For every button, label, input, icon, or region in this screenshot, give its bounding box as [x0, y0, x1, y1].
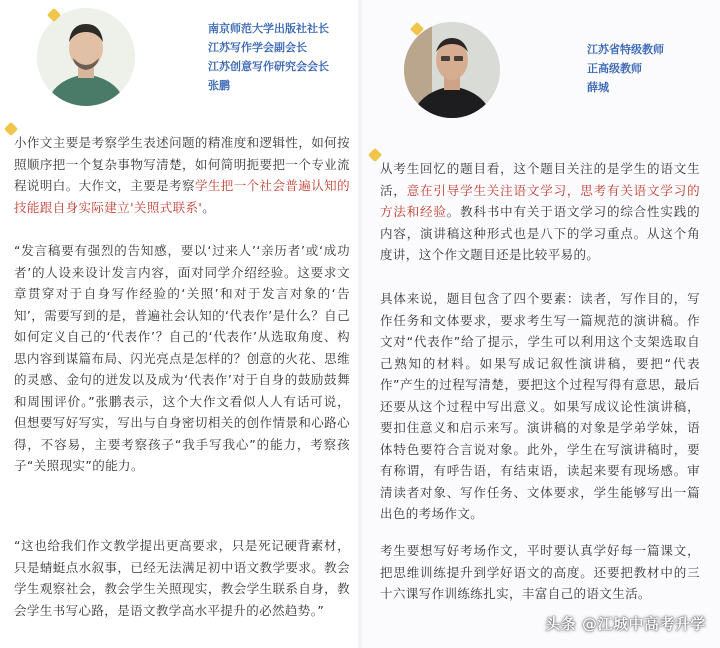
author-title: 南京师范大学出版社社长: [208, 22, 329, 35]
highlight-text: 学生把一个社会普遍认知的技能跟自身实际建立'关照式联系': [14, 178, 350, 215]
left-author-titles: [208, 19, 329, 95]
highlight-text: 意在引导学生关注语文学习，思考有关语文学习的方法和经验: [380, 182, 700, 219]
avatar-zhang-peng: [37, 8, 135, 106]
author-title: 江苏写作学会副会长: [208, 41, 307, 54]
left-paragraph-1: 小作文主要是考察学生表述问题的精准度和逻辑性，如何按照顺序把一个复杂事物写清楚，如何简明扼要把一个专业流程说明白。大作文，主要是考察学生把一个社会普遍认知的技能跟自身实际建立'关照式联系'。: [14, 135, 350, 215]
left-paragraph-3: “这也给我们作文教学提出更高要求，只是死记硬背素材，只是蜻蜓点水叙事，已经无法满足初中语文教学要求。教会学生观察社会，教会学生关照现实，教会学生联系自身，教会学生书写心路，是语文教学高水平提升的必然趋势。”: [14, 538, 350, 618]
right-paragraph-1: 从考生回忆的题目看，这个题目关注的是学生的语文生活，意在引导学生关注语文学习，思考有关语文学习的方法和经验。教科书中有关于语文学习的综合性实践的内容，演讲稿这种形式也是八下的学习重点。从这个角度讲，这个作文题目还是比较平易的。: [380, 161, 700, 262]
author-name: 薛城: [587, 81, 609, 94]
avatar-xue-cheng: [404, 22, 500, 118]
right-paragraph-2: 具体来说，题目包含了四个要素：读者，写作目的，写作任务和文体要求，要求考生写一篇规范的演讲稿。作文对“代表作”给了提示，学生可以利用这个支架选取自己熟知的材料。如果写成记叙性演讲稿，要把“代表作”产生的过程写清楚，要把这个过程写得有意思，最后还要从这个过程中写出意义。如果写成议论性演讲稿，要扣住意义和启示来写。演讲稿的对象是学弟学妹，语体特色要符合言说对象。此外，学生在写演讲稿时，要有称谓，有呼告语，有结束语，读起来要有现场感。审清读者对象、写作任务、文体要求，学生能够写出一篇出色的考场作文。: [380, 291, 700, 521]
left-paragraph-2: “发言稿要有强烈的告知感，要以‘过来人’‘亲历者’或‘成功者’的人设来设计发言内容，面对同学介绍经验。这要求文章贯穿对于自身写作经验的‘关照’和对于发言对象的‘告知’，需要写到的是，普遍社会认知的‘代表作’是什么？自己如何定义自己的‘代表作’？自己的‘代表作’从选取角度、构思内容到谋篇布局、闪光亮点是怎样的？创意的火花、思维的灵感、金句的迸发以及成为‘代表作’对于自身的鼓励鼓舞和周围评价。”张鹏表示，这个大作文看似人人有话可说，但想要写好写实，写出与自身密切相关的创作情景和心路心得，不容易，主要考察孩子“我手写我心”的能力，考察孩子“关照现实”的能力。: [14, 243, 350, 473]
author-title: 江苏创意写作研究会会长: [208, 60, 329, 73]
author-name: 张鹏: [208, 79, 230, 92]
author-title: 江苏省特级教师: [587, 43, 664, 56]
right-author-titles: [587, 40, 664, 97]
source-watermark: 头条 @江城中高考升学: [545, 615, 706, 633]
right-paragraph-3: 考生要想写好考场作文，平时要认真学好每一篇课文，把思维训练提升到学好语文的高度。还要把教材中的三十六课写作训练练扎实，丰富自己的语文生活。: [380, 543, 700, 601]
author-title: 正高级教师: [587, 62, 642, 75]
